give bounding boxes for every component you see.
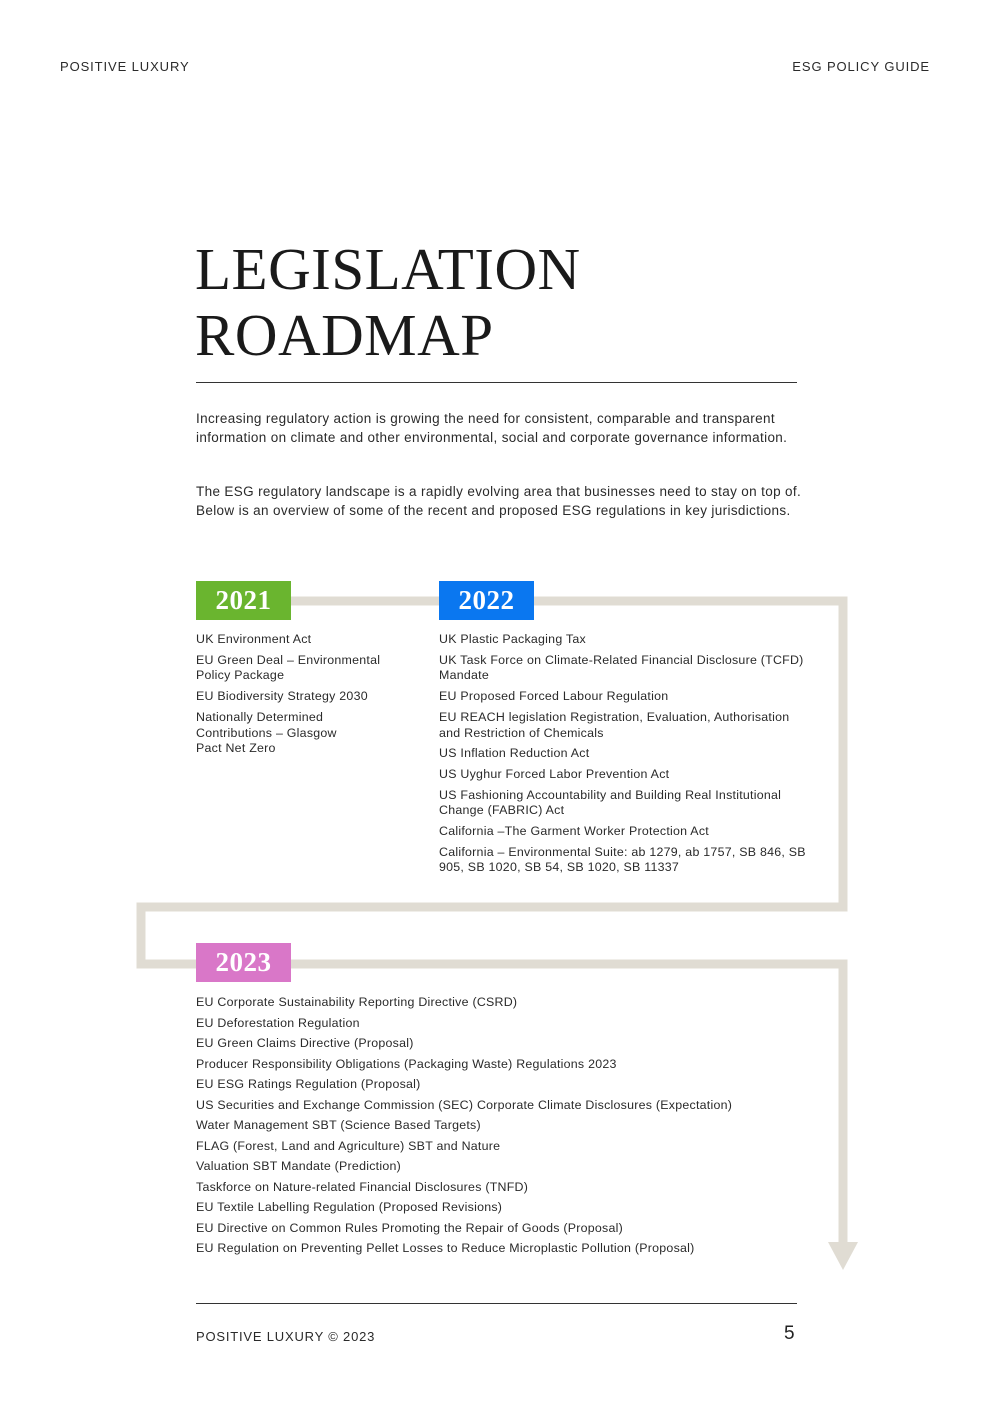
year-badge-2022: 2022 [439,581,534,620]
year-badge-2021: 2021 [196,581,291,620]
list-item: EU Deforestation Regulation [196,1015,360,1030]
intro-paragraph-2: The ESG regulatory landscape is a rapidly evolving area that businesses need to stay on top of. Below is an overview of some of the recent and proposed ESG regulations in key jurisdictions. [196,484,802,518]
page-title-line-2: ROADMAP [195,302,494,368]
list-item: US Inflation Reduction Act [439,746,590,761]
list-item: EU Green Deal – Environmental Policy Package [196,652,381,683]
list-item: FLAG (Forest, Land and Agriculture) SBT and Nature [196,1138,501,1153]
page-number: 5 [784,1323,795,1344]
header-brand: POSITIVE LUXURY [60,59,190,74]
list-item: California – Environmental Suite: ab 1279, ab 1757, SB 846, SB 905, SB 1020, SB 54, SB 1020, SB 11337 [439,844,806,875]
list-item: EU Textile Labelling Regulation (Proposed Revisions) [196,1200,503,1214]
page-title-line-1: LEGISLATION [195,236,581,302]
list-item: US Securities and Exchange Commission (SEC) Corporate Climate Disclosures (Expectation) [196,1097,733,1112]
list-item: UK Environment Act [196,632,312,646]
list-item: US Uyghur Forced Labor Prevention Act [439,766,670,781]
list-item: Valuation SBT Mandate (Prediction) [196,1159,402,1173]
list-item: EU Proposed Forced Labour Regulation [439,689,669,704]
list-item: EU Biodiversity Strategy 2030 [196,689,368,704]
footer-copyright: POSITIVE LUXURY © 2023 [196,1329,376,1344]
year-badge-2023: 2023 [196,943,291,982]
list-item: US Fashioning Accountability and Building Real Institutional Change (FABRIC) Act [439,787,782,818]
list-2023 [196,995,796,1262]
list-item: Water Management SBT (Science Based Targets) [196,1118,481,1132]
footer-divider [196,1303,797,1304]
list-item: Producer Responsibility Obligations (Packaging Waste) Regulations 2023 [196,1056,617,1071]
list-item: EU ESG Ratings Regulation (Proposal) [196,1077,421,1091]
list-2021 [196,632,396,762]
list-item: UK Task Force on Climate-Related Financial Disclosure (TCFD) Mandate [439,652,804,683]
list-2022 [439,632,807,881]
intro-paragraph-1: Increasing regulatory action is growing the need for consistent, comparable and transparent information on climate and other environmental, social and corporate governance information. [196,411,788,445]
list-item: EU Directive on Common Rules Promoting the Repair of Goods (Proposal) [196,1220,624,1235]
list-item: UK Plastic Packaging Tax [439,632,586,646]
timeline-arrowhead [828,1242,858,1270]
list-item: EU REACH legislation Registration, Evaluation, Authorisation and Restriction of Chemicals [439,709,790,740]
list-item: Taskforce on Nature-related Financial Disclosures (TNFD) [196,1179,529,1194]
list-item: Nationally Determined Contributions – Glasgow Pact Net Zero [196,709,337,756]
list-item: EU Corporate Sustainability Reporting Directive (CSRD) [196,995,518,1009]
list-item: California –The Garment Worker Protection Act [439,824,709,839]
list-item: EU Regulation on Preventing Pellet Losses to Reduce Microplastic Pollution (Proposal) [196,1241,695,1255]
header-doc-title: ESG POLICY GUIDE [792,59,930,74]
list-item: EU Green Claims Directive (Proposal) [196,1036,414,1050]
